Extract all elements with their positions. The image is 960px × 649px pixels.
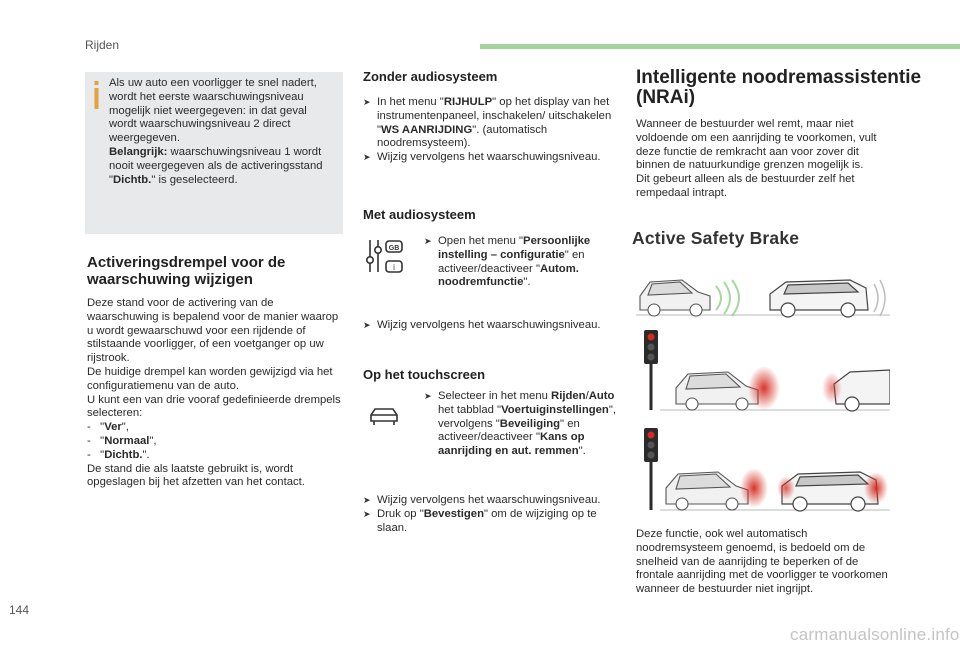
audio-heading: Met audiosysteem [363, 207, 476, 222]
rear-suv-partial [834, 370, 890, 411]
car-icon [368, 404, 400, 428]
section-label: Rijden [85, 38, 120, 52]
nrai-heading: Intelligente noodremassistentie (NRAi) [636, 67, 922, 108]
threshold-para-4: De stand die als laatste gebruikt is, wordt opgeslagen bij het afzetten van het contact. [87, 462, 305, 489]
illustration-collision-alert [636, 328, 890, 414]
note-text-1: Als uw auto een voorligger te snel nadert, wordt het eerste waarschuwingsniveau mogelijk niet weergegeven: in dat geval wordt waarschuwingsniveau 2 direct weergegeven. [109, 77, 317, 145]
rear-suv [770, 280, 868, 317]
arrow-icon: ➤ [363, 320, 371, 330]
step-rijhulp: ➤ In het menu "RIJHULP" op het display van het instrumentenpaneel, inschakelen/ uitschakelen "WS AANRIJDING". (automatisch noodremsysteem). [363, 96, 612, 150]
step-level: ➤ Wijzig vervolgens het waarschuwingsniveau. [363, 151, 601, 164]
arrow-icon: ➤ [363, 508, 371, 519]
touchscreen-steps-final: ➤ Wijzig vervolgens het waarschuwingsniveau. ➤ Druk op "Bevestigen" om de wijziging op te slaan. [363, 494, 601, 534]
threshold-heading: Activeringsdrempel voor de waarschuwing wijzigen [87, 254, 286, 288]
threshold-para-3: U kunt een van drie vooraf gedefinieerde drempels selecteren: [87, 393, 341, 420]
illustration-distance-warning [636, 268, 890, 320]
illustration-auto-braking [636, 426, 890, 516]
svg-text:i: i [393, 263, 395, 272]
touchscreen-heading: Op het touchscreen [363, 367, 486, 382]
svg-text:GB: GB [388, 245, 400, 252]
rear-suv [782, 472, 878, 511]
touchscreen-step-1: ➤ Selecteer in het menu Rijden/Auto het tabblad "Voertuiginstellingen", vervolgens "Beveiliging" en activeer/deactiveer "Kans op aanrijding en aut. remmen". [424, 390, 616, 458]
option-ver: - "Ver", [87, 421, 129, 434]
nrai-para-1: Wanneer de bestuurder wel remt, maar niet voldoende om een aanrijding te voorkomen, vult deze functie de remkracht aan voor zover dit binnen de natuurkundige grenzen mogelijk is. [636, 118, 877, 172]
warning-waves [716, 280, 739, 316]
front-car [676, 372, 758, 410]
nrai-body [636, 118, 886, 201]
badge-text: Active Safety Brake [632, 228, 800, 248]
note-bold-label: Belangrijk: [109, 145, 168, 158]
arrow-icon: ➤ [363, 97, 371, 107]
arrow-icon: ➤ [363, 152, 371, 163]
note-text-2: waarschuwingsniveau 1 wordt nooit weergegeven als de activeringsstand " [109, 145, 323, 186]
option-normaal: - "Normaal", [87, 434, 157, 447]
nrai-para-2: Dit gebeurt alleen als de bestuurder zelf het rempedaal intrapt. [636, 173, 855, 199]
front-car [640, 280, 710, 316]
audio-step-1: ➤ Open het menu "Persoonlijke instelling – configuratie" en activeer/deactiveer "Autom. noodremfunctie". [424, 235, 591, 289]
no-audio-heading: Zonder audiosysteem [363, 69, 498, 84]
note-text-3: " is geselecteerd. [151, 173, 238, 186]
no-audio-steps [363, 96, 618, 165]
audio-settings-icon [364, 238, 406, 274]
note-text [109, 77, 337, 187]
asb-body: Deze functie, ook wel automatisch noodremsysteem genoemd, is bedoeld om de snelheid van de aanrijding te beperken of de frontale aanrijding met de voorligger te voorkomen wanneer de bestuurder niet ingrijpt. [636, 528, 888, 596]
info-icon [91, 81, 102, 109]
front-car [666, 472, 748, 510]
traffic-light-icon [644, 428, 658, 510]
arrow-icon: ➤ [424, 391, 432, 401]
accent-bar [480, 44, 960, 49]
arrow-icon: ➤ [424, 236, 432, 246]
threshold-para-2: De huidige drempel kan worden gewijzigd via het configuratiemenu van de auto. [87, 365, 333, 392]
page-number: 144 [9, 603, 30, 617]
threshold-para-1: Deze stand voor de activering van de waarschuwing is bepalend voor de manier waarop u wordt gewaarschuwd voor een rijdende of stilstaande voorligger, of een voetganger op uw rijstrook. [87, 297, 339, 365]
active-safety-brake-badge [632, 228, 822, 254]
traffic-light-icon [644, 330, 658, 410]
audio-step-2: ➤ Wijzig vervolgens het waarschuwingsniveau. [363, 319, 601, 331]
watermark: carmanualsonline.info [790, 625, 960, 644]
info-note [85, 72, 343, 234]
threshold-body [87, 297, 347, 490]
note-bold-value: Dichtb. [113, 173, 152, 186]
arrow-icon: ➤ [363, 495, 371, 505]
option-dichtb: - "Dichtb.". [87, 448, 150, 461]
